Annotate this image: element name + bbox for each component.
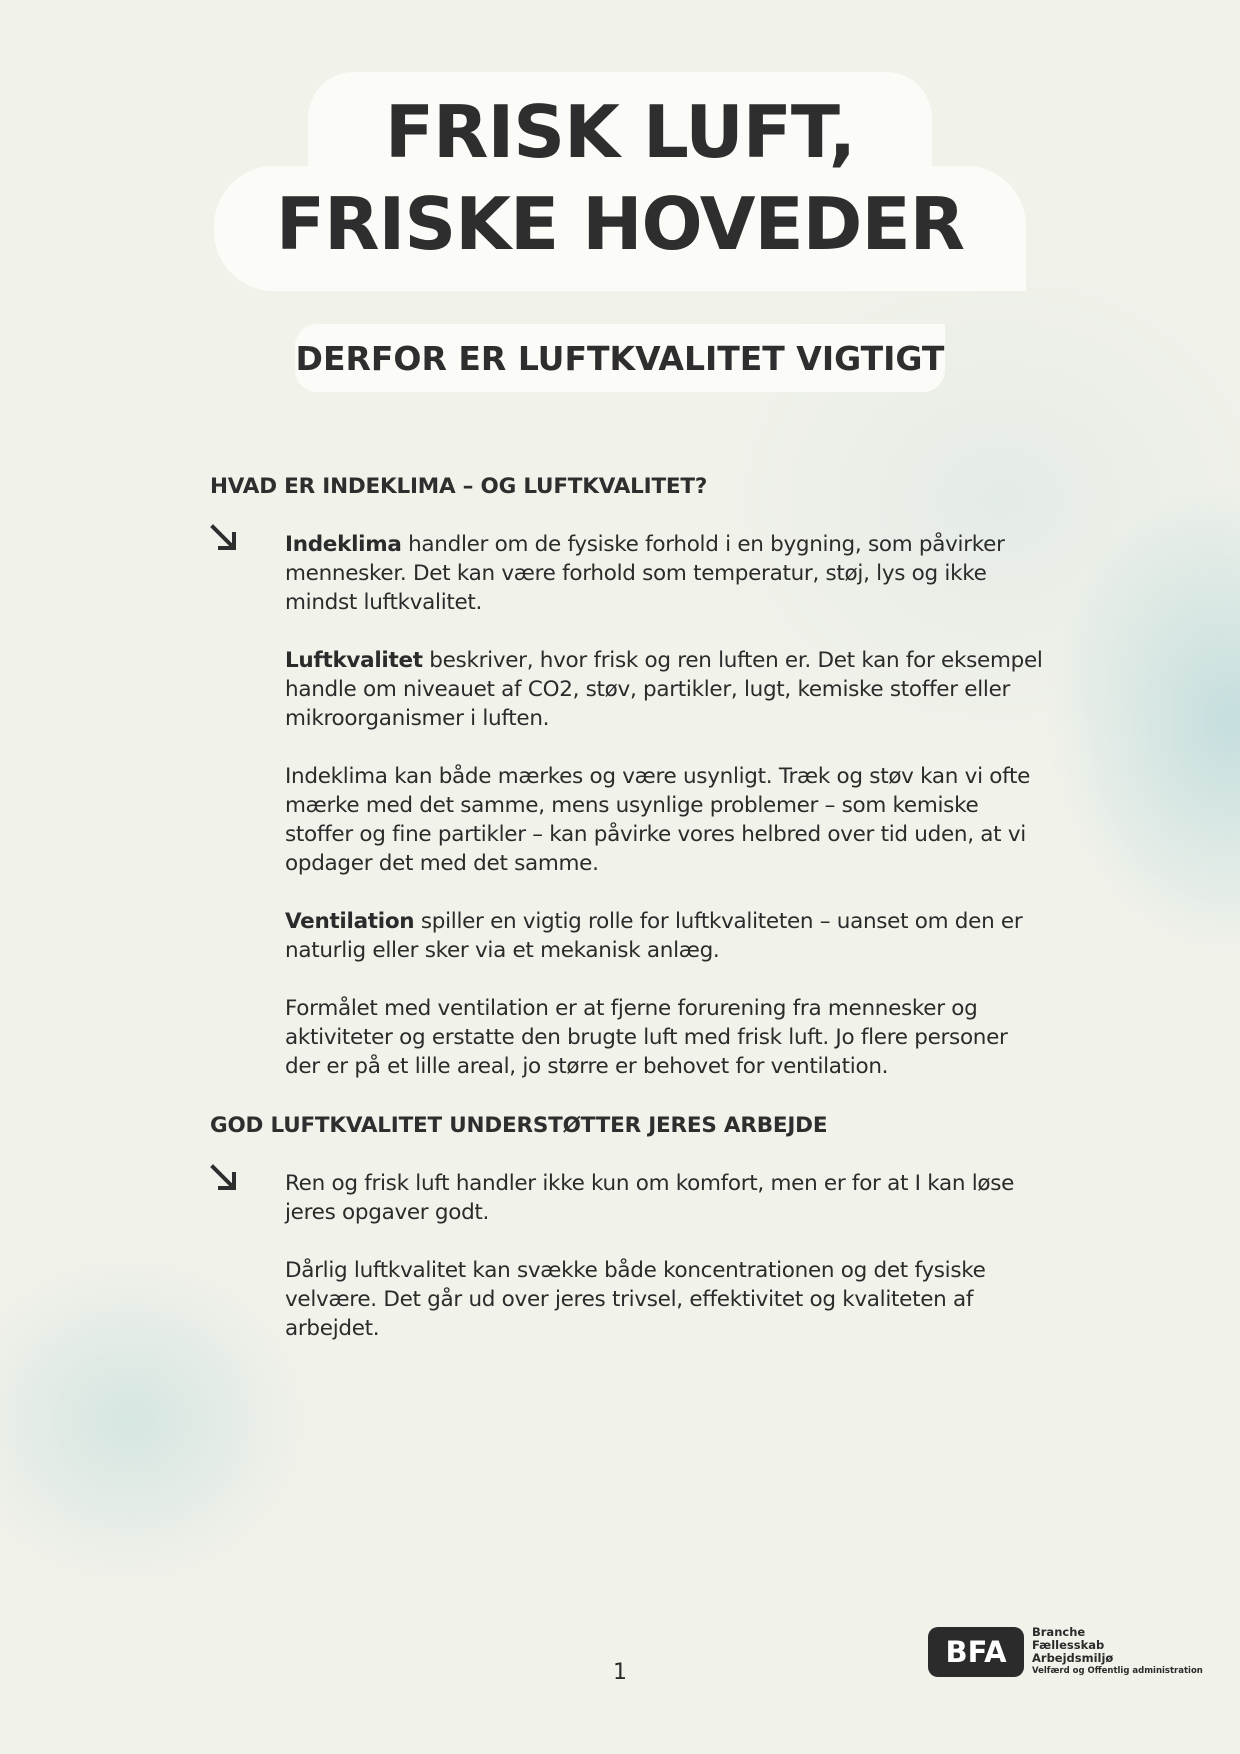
logo-line-4: Velfærd og Offentlig administration bbox=[1032, 1666, 1203, 1676]
title-line-1: FRISK LUFT, bbox=[384, 90, 856, 174]
paragraph-text: Indeklima kan både mærkes og være usynligt. Træk og støv kan vi ofte mærke med det samme, mens usynlige problemer – som kemiske stoffer og fine partikler – kan påvirke vores helbred over tid uden, at vi opdager det med det samme. bbox=[285, 764, 1031, 876]
paragraph-text: spiller en vigtig rolle for luftkvaliteten – uanset om den er naturlig eller sker via et mekanisk anlæg. bbox=[285, 909, 1023, 963]
paragraph bbox=[285, 907, 1045, 965]
section-heading-arbejde: GOD LUFTKVALITET UNDERSTØTTER JERES ARBEJDE bbox=[210, 1113, 828, 1138]
paragraph-bold: Indeklima bbox=[285, 532, 402, 557]
page-title bbox=[214, 86, 1026, 270]
paragraph bbox=[285, 994, 1045, 1081]
arrow-down-right-icon bbox=[210, 524, 238, 552]
paragraph-text: beskriver, hvor frisk og ren luften er. Det kan for eksempel handle om niveauet af CO2, støv, partikler, lugt, kemiske stoffer eller mikroorganismer i luften. bbox=[285, 648, 1043, 731]
paragraph bbox=[285, 646, 1045, 733]
paragraph-bold: Ventilation bbox=[285, 909, 415, 934]
paragraph-text: Formålet med ventilation er at fjerne forurening fra mennesker og aktiviteter og erstatte den brugte luft med frisk luft. Jo flere personer der er på et lille areal, jo større er behovet for ventilation. bbox=[285, 996, 1008, 1079]
bfa-logo bbox=[928, 1626, 1203, 1677]
paragraph-text: Ren og frisk luft handler ikke kun om komfort, men er for at I kan løse jeres opgaver godt. bbox=[285, 1171, 1015, 1225]
section-heading-indeklima: HVAD ER INDEKLIMA – OG LUFTKVALITET? bbox=[210, 474, 708, 499]
subtitle-banner bbox=[295, 324, 945, 392]
paragraph-text: Dårlig luftkvalitet kan svække både koncentrationen og det fysiske velvære. Det går ud over jeres trivsel, effektivitet og kvaliteten af arbejdet. bbox=[285, 1258, 986, 1341]
paragraph-bold: Luftkvalitet bbox=[285, 648, 423, 673]
logo-line-3: Arbejdsmiljø bbox=[1032, 1651, 1114, 1665]
page-number: 1 bbox=[613, 1660, 627, 1685]
paragraph-text: handler om de fysiske forhold i en bygning, som påvirker mennesker. Det kan være forhold som temperatur, støj, lys og ikke mindst luftkvalitet. bbox=[285, 532, 1005, 615]
logo-line-2: Fællesskab bbox=[1032, 1638, 1105, 1652]
logo-text bbox=[1032, 1626, 1203, 1677]
paragraph bbox=[285, 530, 1045, 617]
paragraph bbox=[285, 762, 1045, 878]
paragraph bbox=[285, 1256, 1045, 1343]
logo-mark: BFA bbox=[928, 1627, 1024, 1677]
logo-line-1: Branche bbox=[1032, 1625, 1086, 1639]
section-body-arbejde bbox=[285, 1169, 1045, 1372]
title-line-2: FRISKE HOVEDER bbox=[275, 182, 965, 266]
section-body-indeklima bbox=[285, 530, 1045, 1110]
paragraph bbox=[285, 1169, 1045, 1227]
subtitle: DERFOR ER LUFTKVALITET VIGTIGT bbox=[295, 338, 945, 378]
arrow-down-right-icon bbox=[210, 1164, 238, 1192]
